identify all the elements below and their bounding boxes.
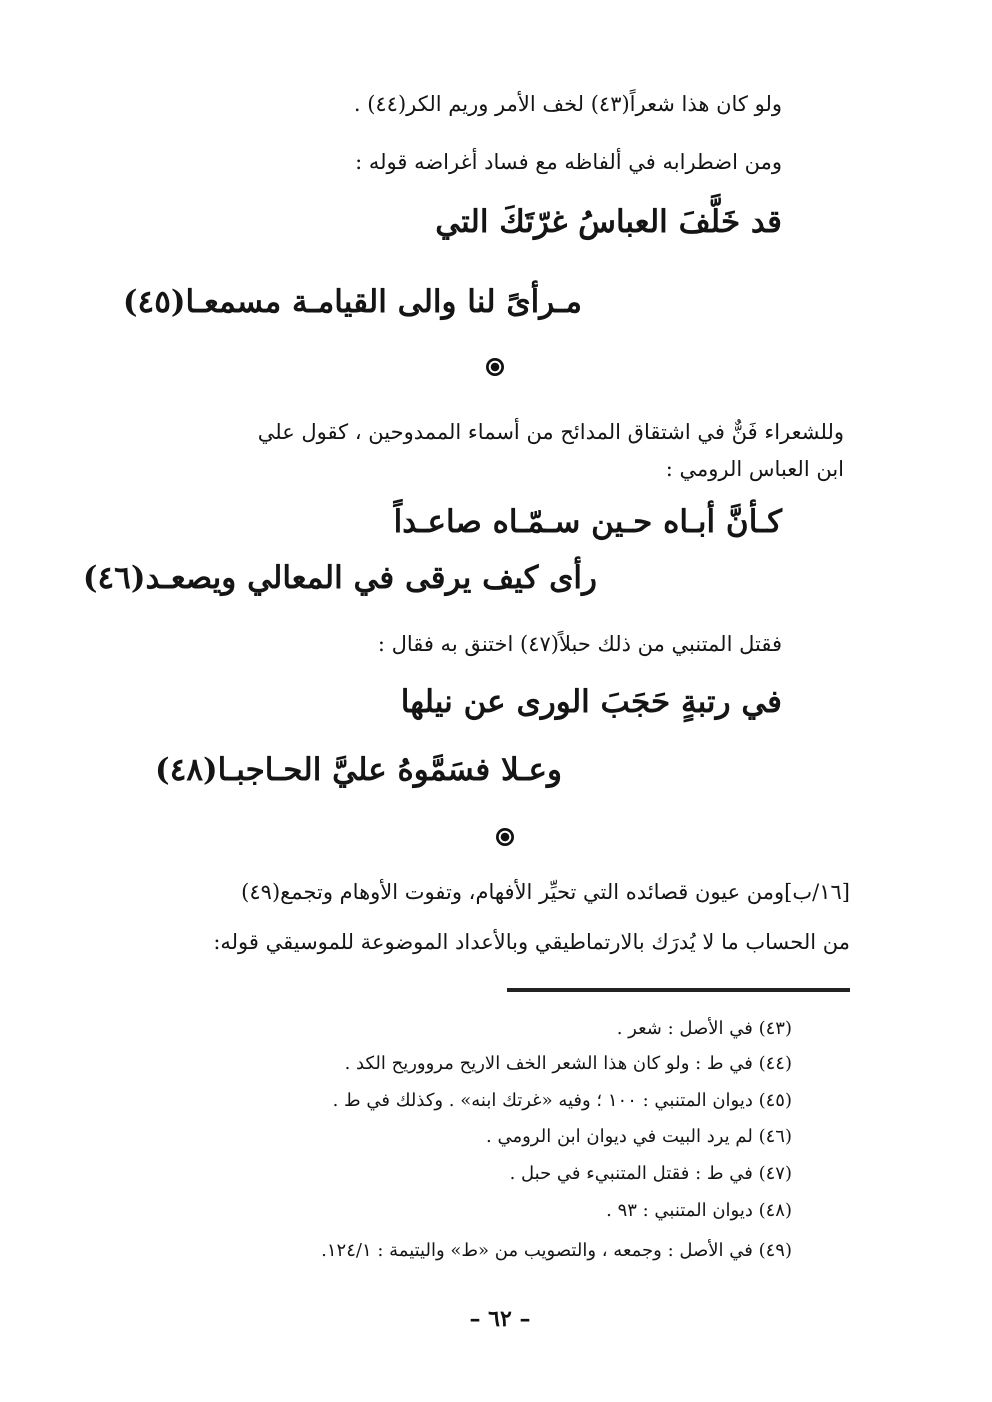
- section-ornament-icon: [496, 828, 514, 846]
- footnote: (٤٣) في الأصل : شعر .: [616, 1018, 792, 1039]
- prose-line-2: ومن اضطرابه في ألفاظه مع فساد أغراضه قوله :: [355, 150, 782, 174]
- footnote: (٤٦) لم يرد البيت في ديوان ابن الرومي .: [486, 1126, 792, 1147]
- verse-1-first-hemistich: قد خَلَّفَ العباسُ غرّتَكَ التي: [435, 204, 782, 240]
- verse-1-second-hemistich: مـرأىً لنا والى القيامـة مسمعـا(٤٥): [122, 284, 582, 320]
- verse-3-second-hemistich: وعـلا فسَمَّوهُ عليَّ الحـاجبـا(٤٨): [155, 752, 562, 788]
- prose-line-5: فقتل المتنبي من ذلك حبلاً(٤٧) اختنق به فقال :: [377, 632, 782, 656]
- prose-line-4: ابن العباس الرومي :: [665, 457, 844, 481]
- prose-line-1: ولو كان هذا شعراً(٤٣) لخف الأمر وريم الكر(٤٤) .: [353, 92, 782, 116]
- verse-3-first-hemistich: في رتبةٍ حَجَبَ الورى عن نيلها: [400, 684, 782, 720]
- prose-line-3: وللشعراء فَنٌّ في اشتقاق المدائح من أسماء الممدوحين ، كقول علي: [257, 420, 844, 444]
- verse-2-second-hemistich: رأى كيف يرقى في المعالي ويصعـد(٤٦): [82, 560, 597, 596]
- footnote: (٤٤) في ط : ولو كان هذا الشعر الخف الاريح مرووريح الكد .: [344, 1053, 792, 1074]
- verse-2-first-hemistich: كـأنَّ أبـاه حـين سـمّـاه صاعـداً: [393, 504, 782, 540]
- page-number: – ٦٢ –: [469, 1306, 531, 1332]
- footnote: (٤٥) ديوان المتنبي : ١٠٠ ؛ وفيه «غرتك ابنه» . وكذلك في ط .: [332, 1090, 792, 1111]
- prose-line-6: [١٦/ب]ومن عيون قصائده التي تحيِّر الأفهام، وتفوت الأوهام وتجمع(٤٩): [241, 880, 850, 904]
- footnote: (٤٨) ديوان المتنبي : ٩٣ .: [606, 1200, 792, 1221]
- prose-line-7: من الحساب ما لا يُدرَك بالارتماطيقي وبالأعداد الموضوعة للموسيقي قوله:: [213, 930, 850, 954]
- footnote: (٤٧) في ط : فقتل المتنبيء في حبل .: [509, 1163, 792, 1184]
- footnote-separator-rule: [507, 988, 850, 992]
- footnote: (٤٩) في الأصل : وجمعه ، والتصويب من «ط» واليتيمة : ١٢٤/١.: [321, 1240, 792, 1261]
- section-ornament-icon: [486, 358, 504, 376]
